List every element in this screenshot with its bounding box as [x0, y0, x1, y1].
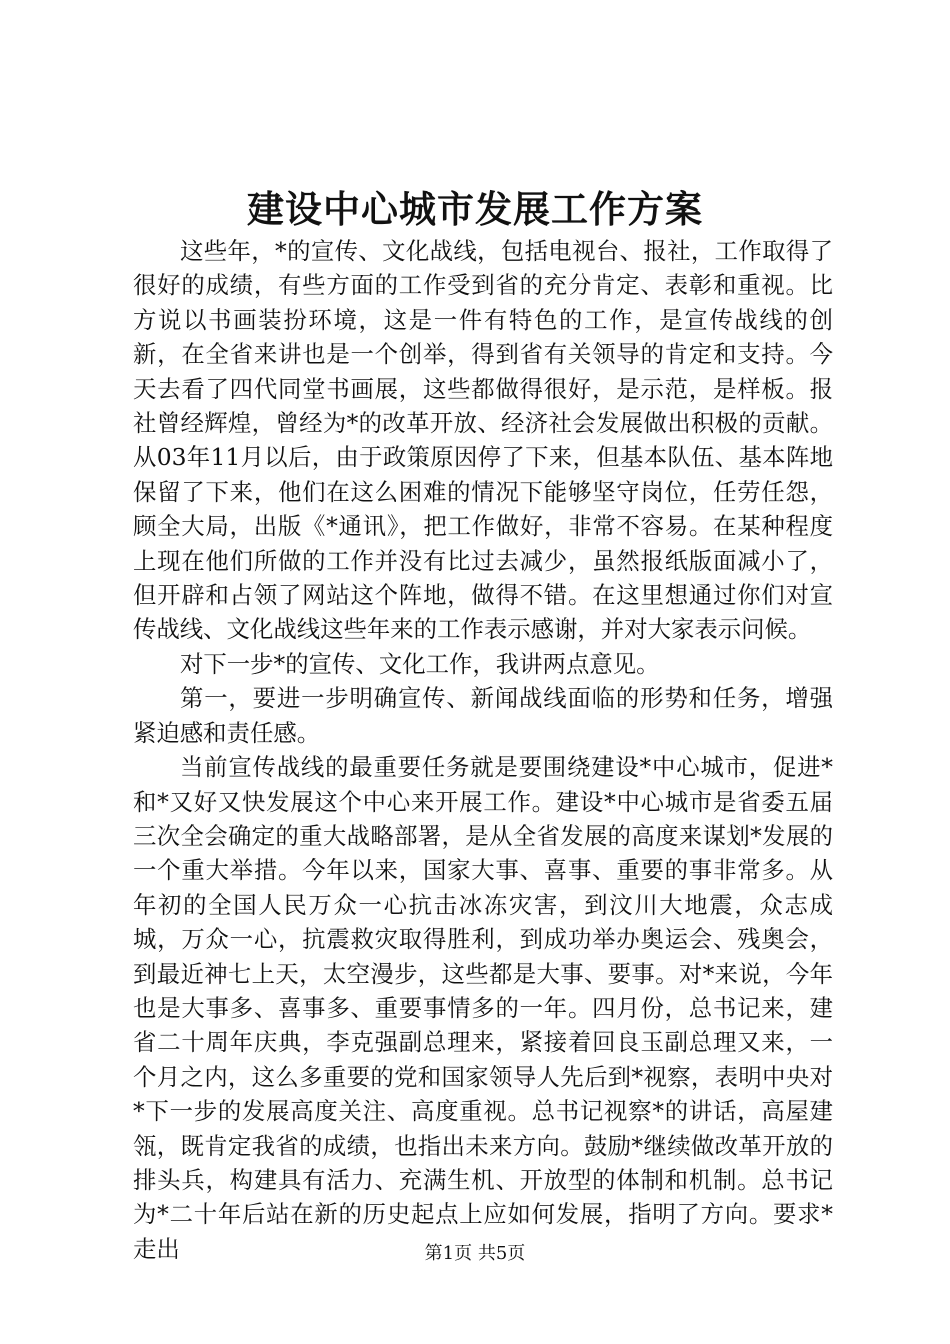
document-body	[133, 234, 833, 1266]
paragraph-1: 这些年，*的宣传、文化战线，包括电视台、报社，工作取得了很好的成绩，有些方面的工作受到省的充分肯定、表彰和重视。比方说以书画装扮环境，这是一件有特色的工作，是宣传战线的创新，在全省来讲也是一个创举，得到省有关领导的肯定和支持。今天去看了四代同堂书画展，这些都做得很好，是示范，是样板。报社曾经辉煌，曾经为*的改革开放、经济社会发展做出积极的贡献。从03年11月以后，由于政策原因停了下来，但基本队伍、基本阵地保留了下来，他们在这么困难的情况下能够坚守岗位，任劳任怨，顾全大局，出版《*通讯》，把工作做好，非常不容易。在某种程度上现在他们所做的工作并没有比过去减少，虽然报纸版面减小了，但开辟和占领了网站这个阵地，做得不错。在这里想通过你们对宣传战线、文化战线这些年来的工作表示感谢，并对大家表示问候。	[133, 237, 833, 644]
paragraph-2: 对下一步*的宣传、文化工作，我讲两点意见。	[180, 649, 660, 678]
page-footer: 第1页 共5页	[424, 1243, 526, 1264]
paragraph-4: 当前宣传战线的最重要任务就是要围绕建设*中心城市，促进*和*又好又快发展这个中心来开展工作。建设*中心城市是省委五届三次全会确定的重大战略部署，是从全省发展的高度来谋划*发展的一个重大举措。今年以来，国家大事、喜事、重要的事非常多。从年初的全国人民万众一心抗击冰冻灾害，到汶川大地震，众志成城，万众一心，抗震救灾取得胜利，到成功举办奥运会、残奥会，到最近神七上天，太空漫步，这些都是大事、要事。对*来说，今年也是大事多、喜事多、重要事情多的一年。四月份，总书记来，建省二十周年庆典，李克强副总理来，紧接着回良玉副总理又来，一个月之内，这么多重要的党和国家领导人先后到*视察，表明中央对*下一步的发展高度关注、高度重视。总书记视察*的讲话，高屋建瓴，既肯定我省的成绩，也指出未来方向。鼓励*继续做改革开放的排头兵，构建具有活力、充满生机、开放型的体制和机制。总书记为*二十年后站在新的历史起点上应如何发展，指明了方向。要求*走出	[133, 753, 833, 1263]
paragraph-3: 第一，要进一步明确宣传、新闻战线面临的形势和任务，增强紧迫感和责任感。	[133, 684, 833, 747]
document-title: 建设中心城市发展工作方案	[247, 187, 703, 231]
